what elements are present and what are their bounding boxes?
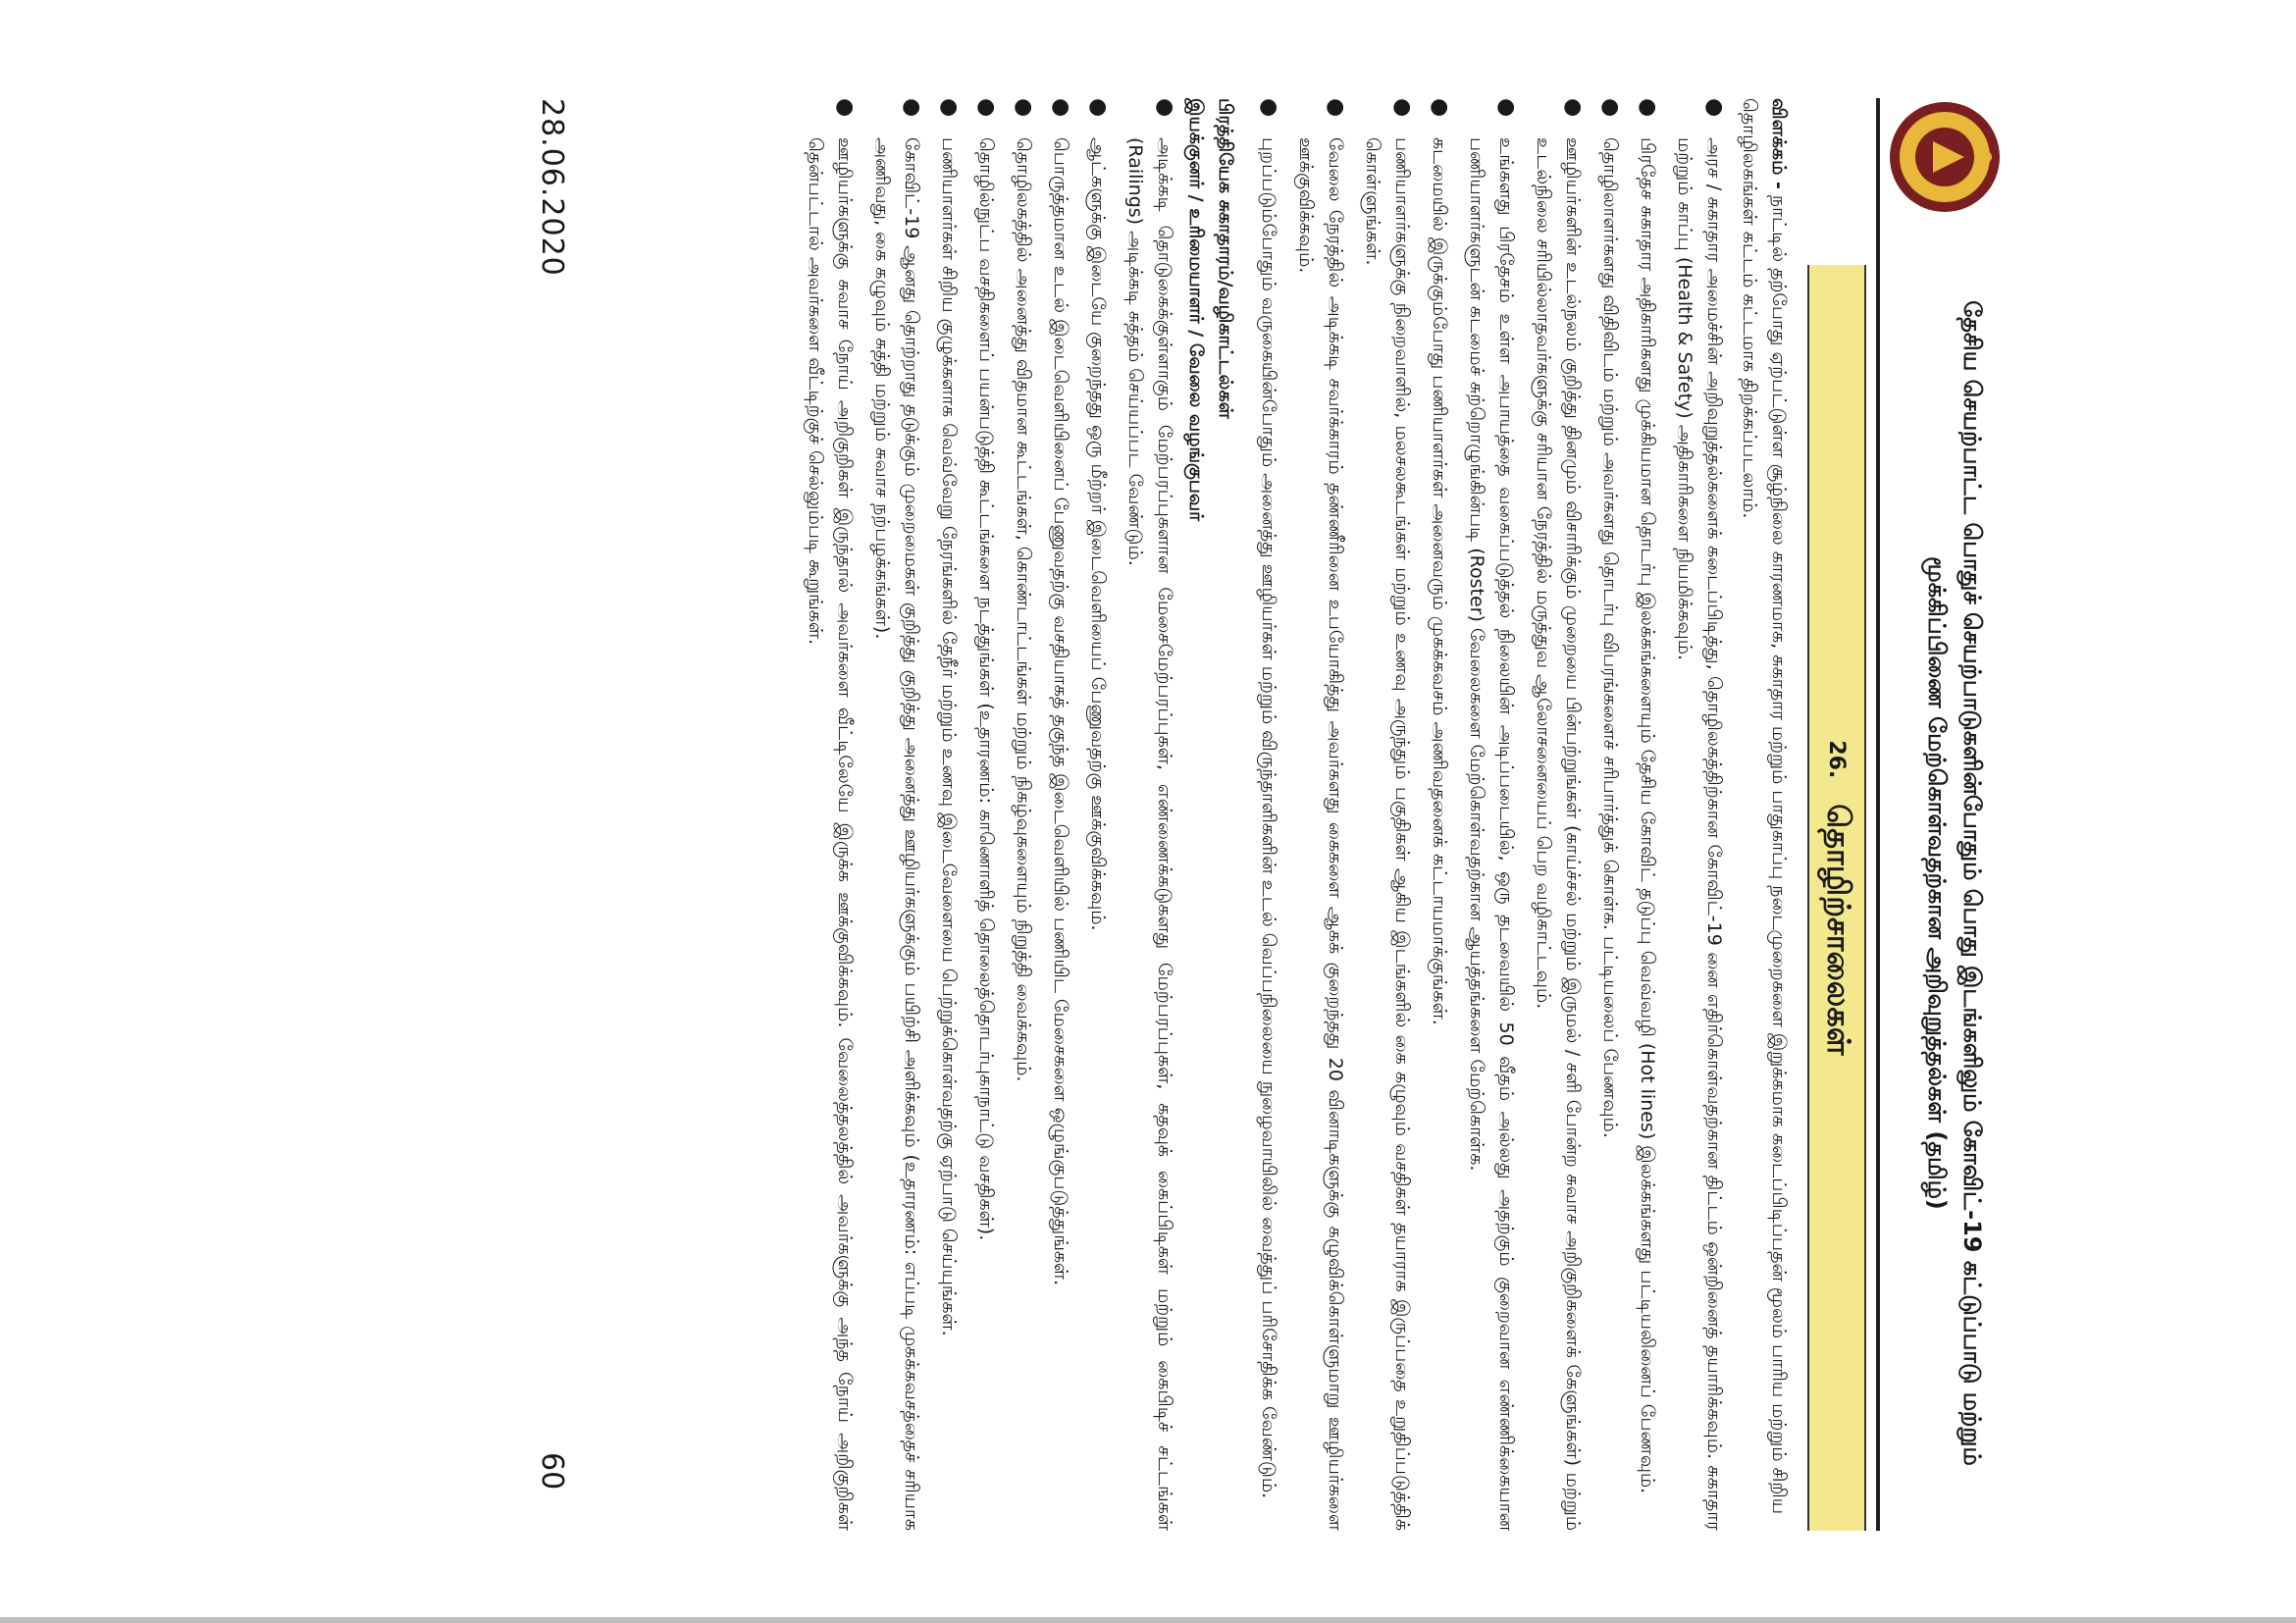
page-number: 60 — [535, 1452, 569, 1491]
list-item: ● பொருத்தமான உடல் இடைவெளியினைப் பேணுவதற்கு வசதியாகத் தகுந்த இடைவெளியில் பணியிட மேசைகளை ஒழுங்குபடுத்துங்கள். — [1046, 98, 1075, 1531]
bullet-icon: ● — [1257, 98, 1281, 118]
intro-paragraph — [1735, 98, 1794, 1531]
section-heading-subtitle: இயக்குனர் / உரிமையாளர் / வேலை வழங்குபவர் — [1185, 98, 1207, 522]
bullet-icon: ● — [1049, 98, 1073, 118]
list-item: ● கடமையில் இருக்கும்போது பணியாளர்கள் அனைவரும் முகக்கவசம் அணிவதனைக் கட்டாயமாக்குங்கள். — [1425, 98, 1454, 1531]
document-body — [793, 98, 1794, 1531]
bullet-icon: ● — [974, 98, 999, 118]
intro-label: விளக்கம் - — [1768, 98, 1790, 189]
bullet-list-hygiene — [801, 98, 1179, 1531]
list-item: ● கோவிட்-19 ஆனது தொற்றாது தடுக்கும் முறைமைகள் குறித்து குறித்து அனைத்து ஊழியர்களுக்கும் பயிற்சி அளிக்கவும் (உதாரணம்: எப்படி முகக்கவசத்தைச் சரியாக அணிவது, கை கழுவும் சுத்தி மற்றும் சுவாச நற்பழக்கங்கள்). — [867, 98, 926, 1531]
bullet-icon: ● — [1324, 98, 1348, 118]
list-item: ● அரச / சுகாதார அமைச்சின் அறிவுறுத்தல்களைக் கடைப்பிடித்து, தொழிலகத்திற்கான கோவிட்-19 னை எதிர்கொள்வதற்கான திட்டம் ஒன்றினைத் தயாரிக்கவும். சுகாதார மற்றும் காப்பு (Health & Safety) அதிகாரிகளை நியமிக்கவும். — [1670, 98, 1729, 1531]
bullet-icon: ● — [1636, 98, 1660, 118]
bullet-icon: ● — [1012, 98, 1036, 118]
section-banner — [1807, 265, 1866, 1531]
sri-lanka-emblem-icon — [1886, 98, 2004, 216]
bullet-icon: ● — [1561, 98, 1586, 118]
rotated-document-page — [304, 10, 2011, 1599]
document-title — [1919, 245, 1990, 1521]
bullet-icon: ● — [833, 98, 858, 118]
title-line-1: தேசிய செயற்பாட்ட பொதுச் செயற்பாடுகளின்போதும் பொது இடங்களிலும் கோவிட்-19 கட்டுப்பாடு மற்றும் — [1958, 300, 1986, 1466]
list-item: ● தொழிலகத்தில் அனைத்து விதமான கூட்டங்கள், கொண்டாட்டங்கள் மற்றும் நிகழ்வுகளையும் நிறுத்தி வைக்கவும். — [1009, 98, 1038, 1531]
list-item: ● பணியாளர்களுக்கு நிறைவாளில், மலசலகூடங்கள் மற்றும் உணவு அருந்தும் பகுதிகள் ஆகிய இடங்களில் கை கழுவும் வசதிகள் தயாராக இருப்பதை உறுதிப்படுத்திக் கொள்ளுங்கள். — [1358, 98, 1417, 1531]
intro-text: நாட்டில் தற்போது ஏற்பட்டுள்ள சூழ்நிலை காரணமாக, சுகாதார மற்றும் பாதுகாப்பு நடைமுறைகளை இறுக்கமாக கடைப்பிடிப்பதன் மூலம் பாரிய மற்றும் சிறிய தொழிலகங்கள் கட்டம் கட்டமாக திறக்கப்படலாம். — [1739, 98, 1790, 1515]
section-heading-title: பிரத்தியேக சுகாதாரம்/வழிகாட்டல்கள் — [1215, 98, 1236, 419]
bullet-icon: ● — [900, 98, 924, 118]
list-item: ● ஊழியர்களின் உடல்நலம் குறித்து தினமும் விசாரிக்கும் முறையை பின்பற்றுங்கள் (காய்ச்சல் மற்றும் இருமல் / சளி போன்ற சுவாச அறிகுறிகளைக் கேளுங்கள்) மற்றும் உடல்நிலை சரியில்லாதவர்களுக்கு சரியான நேரத்தில் மருத்துவ ஆலோசனையைப் பெற வழிகாட்டவும். — [1529, 98, 1588, 1531]
section-banner-title: தொழிற்சாலைகள் — [1820, 804, 1857, 1056]
bullet-icon: ● — [1153, 98, 1177, 118]
bullet-icon: ● — [1598, 98, 1623, 118]
bullet-icon: ● — [1494, 98, 1519, 118]
list-item: ● தொழிலாளர்களது விதிவிடம் மற்றும் அவர்களது தொடர்பு விபரங்களைச் சரிபார்த்துக் கொள்க. பட்டியலைப் பேணவும். — [1595, 98, 1625, 1531]
bullet-icon: ● — [1390, 98, 1415, 118]
title-line-2: மூக்கிப்பிணை மேற்கொள்வதற்கான அறிவுறுத்தல்கள் (தமிழ்) — [1923, 556, 1951, 1210]
section-number: 26. — [1824, 740, 1850, 779]
footer-date: 28.06.2020 — [535, 98, 569, 277]
header-divider — [1876, 98, 1880, 1531]
list-item: ● அடிக்கடி தொடுகைக்குள்ளாகும் மேற்பரப்புகளான மேசைமேற்பரப்புகள், எண்ணைக்கடுகளது மேற்பரப்புகள், கதவுக் கைப்பிடிகள் மற்றும் கைபிடிச் சட்டங்கள் (Railings) அடிக்கடி சுத்தம் செய்யப்பட வேண்டும். — [1121, 98, 1179, 1531]
list-item: ● வேலை நேரத்தில் அடிக்கடி சவர்க்காரம் தண்ணீரினை உபயோகித்து அவர்களது கைகளை ஆகக் குறைந்தது 20 வினாடிகளுக்கு கழுவிக்கொள்ளுமாறு ஊழியர்களை ஊக்குவிக்கவும். — [1291, 98, 1350, 1531]
list-item: ● பிரதேச சுகாதார அதிகாரிகளது முக்கியமான தொடர்பு இலக்கங்களையும் தேசிய கோவிட் தடுப்பு வெவ்வழி (Hot lines) இலக்கங்களது பட்டியலினைப் பேணவும். — [1633, 98, 1662, 1531]
section-heading — [1181, 98, 1240, 1531]
bullet-icon: ● — [1428, 98, 1452, 118]
list-item: ● புறப்படும்போதும் வருகையின்போதும் அனைத்து ஊழியர்கள் மற்றும் விருந்தாளிகளின் உடல் வெப்பநிலையை நுழைவாயிலில் வைத்துப் பரிசோதிக்க வேண்டும். — [1254, 98, 1283, 1531]
list-item: ● பணியாளர்கள் சிறிய குழுக்களாக வெவ்வேறு நேரங்களில் தேநீர் மற்றும் உணவு இடைவேளையை பெற்றுக்கொள்வதற்கு ஏற்பாடு செய்யுங்கள். — [934, 98, 964, 1531]
list-item: ● உங்களது பிரதேசம் உள்ள அபாயத்தை வகைப்படுத்தல் நிலையின் அடிப்படையில், ஒரு தடவையில் 50 வீதம் அல்லது அதற்கும் குறைவான எண்ணிக்கையான பணியாளர்களுடன் கடமைச் சுற்றொழுங்கின்படி (Roster) வேலைகளை மேற்கொள்வதற்கான ஆயத்தங்களை மேற்கொள்க. — [1462, 98, 1521, 1531]
document-header — [1876, 98, 2004, 1531]
page-bottom-edge — [0, 1617, 2296, 1623]
list-item: ● ஆட்களுக்கு இடையே குறைந்தது ஒரு மீற்றர் இடைவெளியைப் பேணுவதற்கு ஊக்குவிக்கவும். — [1083, 98, 1113, 1531]
bullet-icon: ● — [1702, 98, 1727, 118]
bullet-icon: ● — [937, 98, 962, 118]
list-item: ● ஊழியர்களுக்கு சுவாச நோய் அறிகுறிகள் இருந்தால் அவர்களை வீட்டிலேயே இருக்க ஊக்குவிக்கவும். வேலைத்தலத்தில் அவர்களுக்கு அந்த நோய் அறிகுறிகள் தென்பட்டால் அவர்களை வீட்டிற்குச் செல்லும்படி கூறுங்கள். — [801, 98, 860, 1531]
bullet-list-general — [1254, 98, 1729, 1531]
list-item: ● தொழில்நுட்ப வசதிகளைப் பயன்படுத்தி கூட்டங்களை நடத்துங்கள் (உதாரணம்: காணொளித் தொலைத்தொடர்புகாநாட்டு வசதிகள்). — [971, 98, 1001, 1531]
bullet-icon: ● — [1086, 98, 1111, 118]
